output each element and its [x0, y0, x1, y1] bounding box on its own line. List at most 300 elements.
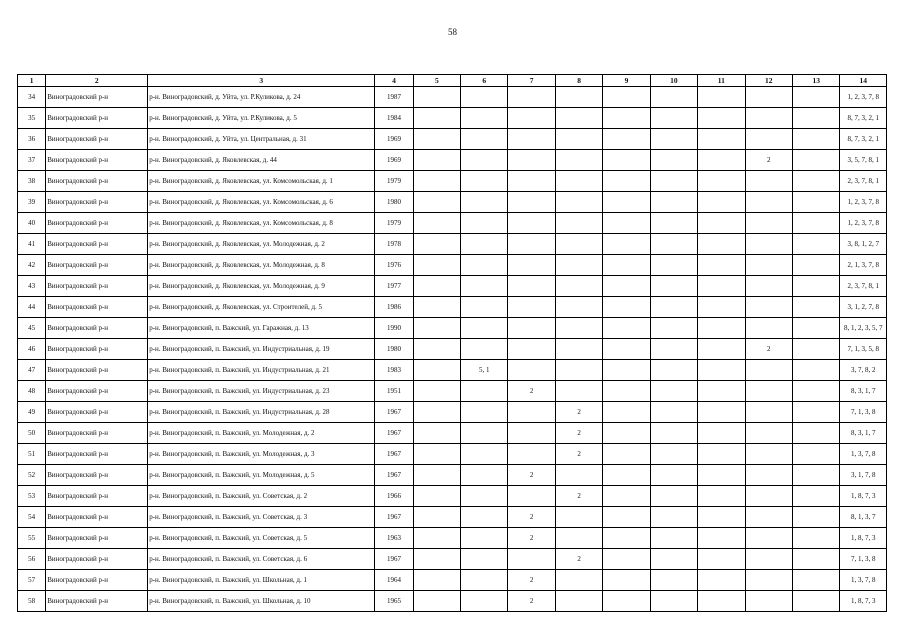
- column-11-cell: [698, 402, 745, 423]
- column-header: 14: [840, 75, 887, 87]
- column-7-cell: [508, 192, 555, 213]
- header-row: [18, 75, 887, 87]
- column-11-cell: [698, 339, 745, 360]
- column-12-cell: [745, 444, 792, 465]
- column-5-cell: [413, 234, 460, 255]
- column-11-cell: [698, 234, 745, 255]
- codes-cell: 8, 7, 3, 2, 1: [840, 129, 887, 150]
- column-13-cell: [792, 234, 839, 255]
- column-9-cell: [603, 381, 650, 402]
- codes-cell: 8, 1, 2, 3, 5, 7: [840, 318, 887, 339]
- address-cell: р-н. Виноградовский, д. Яковлевская, ул. Комсомольская, д. 1: [148, 171, 375, 192]
- column-12-cell: [745, 360, 792, 381]
- address-cell: р-н. Виноградовский, д. Яковлевская, ул. Строителей, д. 5: [148, 297, 375, 318]
- district-cell: Виноградовский р-н: [46, 528, 148, 549]
- column-12-cell: [745, 507, 792, 528]
- address-cell: р-н. Виноградовский, д. Яковлевская, ул. Молодежная, д. 2: [148, 234, 375, 255]
- column-9-cell: [603, 276, 650, 297]
- row-number-cell: 37: [18, 150, 46, 171]
- column-10-cell: [650, 234, 697, 255]
- year-cell: 1979: [375, 171, 413, 192]
- district-cell: Виноградовский р-н: [46, 549, 148, 570]
- codes-cell: 1, 3, 7, 8: [840, 444, 887, 465]
- column-7-cell: [508, 402, 555, 423]
- address-cell: р-н. Виноградовский, д. Яковлевская, ул. Молодежная, д. 9: [148, 276, 375, 297]
- column-11-cell: [698, 255, 745, 276]
- column-9-cell: [603, 360, 650, 381]
- column-10-cell: [650, 486, 697, 507]
- address-cell: р-н. Виноградовский, д. Уйта, ул. Р.Куликова, д. 5: [148, 108, 375, 129]
- column-9-cell: [603, 444, 650, 465]
- district-cell: Виноградовский р-н: [46, 465, 148, 486]
- column-header: 4: [375, 75, 413, 87]
- column-8-cell: [555, 234, 602, 255]
- year-cell: 1963: [375, 528, 413, 549]
- address-cell: р-н. Виноградовский, п. Важский, ул. Индустриальная, д. 28: [148, 402, 375, 423]
- address-cell: р-н. Виноградовский, д. Яковлевская, ул. Комсомольская, д. 6: [148, 192, 375, 213]
- column-8-cell: [555, 129, 602, 150]
- column-8-cell: 2: [555, 444, 602, 465]
- year-cell: 1969: [375, 150, 413, 171]
- address-cell: р-н. Виноградовский, п. Важский, ул. Индустриальная, д. 21: [148, 360, 375, 381]
- column-8-cell: [555, 213, 602, 234]
- column-5-cell: [413, 465, 460, 486]
- codes-cell: 1, 8, 7, 3: [840, 528, 887, 549]
- codes-cell: 3, 5, 7, 8, 1: [840, 150, 887, 171]
- address-cell: р-н. Виноградовский, п. Важский, ул. Индустриальная, д. 23: [148, 381, 375, 402]
- column-7-cell: [508, 87, 555, 108]
- column-7-cell: 2: [508, 528, 555, 549]
- column-11-cell: [698, 129, 745, 150]
- address-cell: р-н. Виноградовский, п. Важский, ул. Советская, д. 2: [148, 486, 375, 507]
- column-12-cell: [745, 381, 792, 402]
- column-13-cell: [792, 423, 839, 444]
- column-8-cell: [555, 528, 602, 549]
- column-6-cell: [461, 192, 508, 213]
- column-5-cell: [413, 528, 460, 549]
- address-cell: р-н. Виноградовский, п. Важский, ул. Молодежная, д. 5: [148, 465, 375, 486]
- column-9-cell: [603, 297, 650, 318]
- column-10-cell: [650, 339, 697, 360]
- column-13-cell: [792, 444, 839, 465]
- column-13-cell: [792, 381, 839, 402]
- table-row: [18, 234, 887, 255]
- year-cell: 1977: [375, 276, 413, 297]
- column-header: 1: [18, 75, 46, 87]
- column-header: 13: [792, 75, 839, 87]
- column-9-cell: [603, 108, 650, 129]
- column-header: 9: [603, 75, 650, 87]
- column-5-cell: [413, 171, 460, 192]
- address-cell: р-н. Виноградовский, п. Важский, ул. Молодежная, д. 3: [148, 444, 375, 465]
- column-header: 11: [698, 75, 745, 87]
- codes-cell: 1, 8, 7, 3: [840, 591, 887, 612]
- column-8-cell: [555, 108, 602, 129]
- column-6-cell: [461, 465, 508, 486]
- codes-cell: 1, 8, 7, 3: [840, 486, 887, 507]
- column-10-cell: [650, 297, 697, 318]
- column-7-cell: 2: [508, 381, 555, 402]
- column-11-cell: [698, 171, 745, 192]
- column-7-cell: [508, 171, 555, 192]
- column-5-cell: [413, 360, 460, 381]
- district-cell: Виноградовский р-н: [46, 507, 148, 528]
- column-7-cell: [508, 444, 555, 465]
- column-12-cell: 2: [745, 150, 792, 171]
- column-11-cell: [698, 444, 745, 465]
- row-number-cell: 48: [18, 381, 46, 402]
- column-12-cell: [745, 192, 792, 213]
- district-cell: Виноградовский р-н: [46, 570, 148, 591]
- column-7-cell: [508, 318, 555, 339]
- year-cell: 1967: [375, 423, 413, 444]
- column-7-cell: [508, 423, 555, 444]
- year-cell: 1983: [375, 360, 413, 381]
- row-number-cell: 57: [18, 570, 46, 591]
- column-8-cell: [555, 339, 602, 360]
- column-13-cell: [792, 486, 839, 507]
- row-number-cell: 55: [18, 528, 46, 549]
- row-number-cell: 50: [18, 423, 46, 444]
- row-number-cell: 36: [18, 129, 46, 150]
- address-cell: р-н. Виноградовский, п. Важский, ул. Советская, д. 5: [148, 528, 375, 549]
- column-9-cell: [603, 423, 650, 444]
- column-5-cell: [413, 486, 460, 507]
- column-7-cell: [508, 360, 555, 381]
- year-cell: 1979: [375, 213, 413, 234]
- table-row: [18, 486, 887, 507]
- table-row: [18, 423, 887, 444]
- column-10-cell: [650, 318, 697, 339]
- column-5-cell: [413, 192, 460, 213]
- row-number-cell: 41: [18, 234, 46, 255]
- address-cell: р-н. Виноградовский, д. Уйта, ул. Р.Куликова, д. 24: [148, 87, 375, 108]
- codes-cell: 1, 2, 3, 7, 8: [840, 192, 887, 213]
- column-6-cell: [461, 150, 508, 171]
- address-cell: р-н. Виноградовский, п. Важский, ул. Молодежная, д. 2: [148, 423, 375, 444]
- year-cell: 1967: [375, 402, 413, 423]
- codes-cell: 8, 7, 3, 2, 1: [840, 108, 887, 129]
- column-7-cell: [508, 276, 555, 297]
- column-8-cell: [555, 87, 602, 108]
- column-10-cell: [650, 150, 697, 171]
- column-6-cell: [461, 444, 508, 465]
- column-7-cell: [508, 255, 555, 276]
- column-5-cell: [413, 507, 460, 528]
- column-5-cell: [413, 276, 460, 297]
- column-9-cell: [603, 171, 650, 192]
- year-cell: 1967: [375, 465, 413, 486]
- year-cell: 1951: [375, 381, 413, 402]
- column-8-cell: [555, 255, 602, 276]
- column-9-cell: [603, 591, 650, 612]
- column-6-cell: [461, 507, 508, 528]
- address-cell: р-н. Виноградовский, п. Важский, ул. Советская, д. 3: [148, 507, 375, 528]
- column-10-cell: [650, 528, 697, 549]
- column-12-cell: [745, 465, 792, 486]
- column-12-cell: [745, 297, 792, 318]
- address-cell: р-н. Виноградовский, д. Яковлевская, д. 44: [148, 150, 375, 171]
- address-cell: р-н. Виноградовский, д. Уйта, ул. Центральная, д. 31: [148, 129, 375, 150]
- codes-cell: 2, 3, 7, 8, 1: [840, 276, 887, 297]
- year-cell: 1980: [375, 339, 413, 360]
- column-9-cell: [603, 129, 650, 150]
- column-8-cell: [555, 360, 602, 381]
- column-5-cell: [413, 87, 460, 108]
- column-10-cell: [650, 381, 697, 402]
- district-cell: Виноградовский р-н: [46, 171, 148, 192]
- codes-cell: 2, 3, 7, 8, 1: [840, 171, 887, 192]
- district-cell: Виноградовский р-н: [46, 234, 148, 255]
- row-number-cell: 51: [18, 444, 46, 465]
- table-row: [18, 591, 887, 612]
- table-row: [18, 549, 887, 570]
- address-cell: р-н. Виноградовский, п. Важский, ул. Школьная, д. 10: [148, 591, 375, 612]
- column-10-cell: [650, 360, 697, 381]
- year-cell: 1967: [375, 444, 413, 465]
- district-cell: Виноградовский р-н: [46, 444, 148, 465]
- column-7-cell: 2: [508, 570, 555, 591]
- column-13-cell: [792, 465, 839, 486]
- column-6-cell: [461, 381, 508, 402]
- year-cell: 1966: [375, 486, 413, 507]
- column-10-cell: [650, 276, 697, 297]
- column-10-cell: [650, 87, 697, 108]
- table-row: [18, 318, 887, 339]
- column-13-cell: [792, 171, 839, 192]
- column-13-cell: [792, 570, 839, 591]
- column-5-cell: [413, 549, 460, 570]
- column-10-cell: [650, 570, 697, 591]
- column-7-cell: 2: [508, 465, 555, 486]
- column-7-cell: [508, 213, 555, 234]
- column-7-cell: [508, 129, 555, 150]
- column-13-cell: [792, 276, 839, 297]
- district-cell: Виноградовский р-н: [46, 402, 148, 423]
- codes-cell: 3, 7, 8, 2: [840, 360, 887, 381]
- column-12-cell: [745, 549, 792, 570]
- table-row: [18, 402, 887, 423]
- column-7-cell: [508, 150, 555, 171]
- column-11-cell: [698, 108, 745, 129]
- column-10-cell: [650, 402, 697, 423]
- row-number-cell: 47: [18, 360, 46, 381]
- column-7-cell: 2: [508, 591, 555, 612]
- table-row: [18, 255, 887, 276]
- column-6-cell: [461, 591, 508, 612]
- column-6-cell: [461, 108, 508, 129]
- column-5-cell: [413, 108, 460, 129]
- district-cell: Виноградовский р-н: [46, 213, 148, 234]
- page-number: 58: [448, 27, 457, 37]
- column-5-cell: [413, 297, 460, 318]
- column-header: 7: [508, 75, 555, 87]
- column-header: 5: [413, 75, 460, 87]
- column-header: 3: [148, 75, 375, 87]
- table-row: [18, 129, 887, 150]
- column-12-cell: [745, 255, 792, 276]
- column-11-cell: [698, 591, 745, 612]
- column-8-cell: [555, 171, 602, 192]
- column-12-cell: [745, 108, 792, 129]
- table-row: [18, 87, 887, 108]
- district-cell: Виноградовский р-н: [46, 318, 148, 339]
- codes-cell: 1, 2, 3, 7, 8: [840, 213, 887, 234]
- column-9-cell: [603, 570, 650, 591]
- column-9-cell: [603, 192, 650, 213]
- column-7-cell: 2: [508, 507, 555, 528]
- column-11-cell: [698, 486, 745, 507]
- column-6-cell: [461, 87, 508, 108]
- column-8-cell: 2: [555, 486, 602, 507]
- codes-cell: 7, 1, 3, 8: [840, 549, 887, 570]
- column-9-cell: [603, 87, 650, 108]
- column-7-cell: [508, 297, 555, 318]
- address-cell: р-н. Виноградовский, д. Яковлевская, ул. Молодежная, д. 8: [148, 255, 375, 276]
- column-9-cell: [603, 213, 650, 234]
- column-11-cell: [698, 87, 745, 108]
- column-6-cell: [461, 318, 508, 339]
- column-8-cell: 2: [555, 423, 602, 444]
- column-5-cell: [413, 318, 460, 339]
- column-10-cell: [650, 255, 697, 276]
- column-9-cell: [603, 255, 650, 276]
- column-header: 10: [650, 75, 697, 87]
- column-12-cell: [745, 423, 792, 444]
- codes-cell: 2, 1, 3, 7, 8: [840, 255, 887, 276]
- column-13-cell: [792, 507, 839, 528]
- column-9-cell: [603, 507, 650, 528]
- column-12-cell: [745, 486, 792, 507]
- column-11-cell: [698, 381, 745, 402]
- column-9-cell: [603, 234, 650, 255]
- column-12-cell: [745, 402, 792, 423]
- column-13-cell: [792, 255, 839, 276]
- column-11-cell: [698, 213, 745, 234]
- district-cell: Виноградовский р-н: [46, 297, 148, 318]
- column-8-cell: [555, 192, 602, 213]
- column-5-cell: [413, 423, 460, 444]
- table-row: [18, 465, 887, 486]
- column-12-cell: 2: [745, 339, 792, 360]
- column-9-cell: [603, 339, 650, 360]
- column-13-cell: [792, 87, 839, 108]
- column-13-cell: [792, 339, 839, 360]
- address-cell: р-н. Виноградовский, п. Важский, ул. Школьная, д. 1: [148, 570, 375, 591]
- column-12-cell: [745, 87, 792, 108]
- column-11-cell: [698, 549, 745, 570]
- column-12-cell: [745, 318, 792, 339]
- column-8-cell: [555, 318, 602, 339]
- year-cell: 1964: [375, 570, 413, 591]
- column-9-cell: [603, 528, 650, 549]
- column-13-cell: [792, 528, 839, 549]
- column-9-cell: [603, 465, 650, 486]
- table-row: [18, 360, 887, 381]
- column-5-cell: [413, 255, 460, 276]
- table-row: [18, 507, 887, 528]
- column-6-cell: [461, 171, 508, 192]
- codes-cell: 3, 8, 1, 2, 7: [840, 234, 887, 255]
- column-6-cell: [461, 423, 508, 444]
- column-13-cell: [792, 318, 839, 339]
- column-9-cell: [603, 318, 650, 339]
- column-13-cell: [792, 129, 839, 150]
- column-12-cell: [745, 528, 792, 549]
- table-row: [18, 528, 887, 549]
- column-13-cell: [792, 402, 839, 423]
- row-number-cell: 44: [18, 297, 46, 318]
- table-row: [18, 213, 887, 234]
- column-5-cell: [413, 150, 460, 171]
- codes-cell: 8, 3, 1, 7: [840, 423, 887, 444]
- column-11-cell: [698, 192, 745, 213]
- column-10-cell: [650, 444, 697, 465]
- column-5-cell: [413, 381, 460, 402]
- column-11-cell: [698, 360, 745, 381]
- district-cell: Виноградовский р-н: [46, 423, 148, 444]
- column-8-cell: [555, 465, 602, 486]
- column-13-cell: [792, 192, 839, 213]
- column-header: 12: [745, 75, 792, 87]
- column-10-cell: [650, 192, 697, 213]
- column-8-cell: [555, 507, 602, 528]
- column-11-cell: [698, 423, 745, 444]
- column-10-cell: [650, 423, 697, 444]
- table-row: [18, 297, 887, 318]
- year-cell: 1965: [375, 591, 413, 612]
- column-11-cell: [698, 150, 745, 171]
- district-cell: Виноградовский р-н: [46, 381, 148, 402]
- column-7-cell: [508, 339, 555, 360]
- column-5-cell: [413, 339, 460, 360]
- column-6-cell: [461, 129, 508, 150]
- column-header: 8: [555, 75, 602, 87]
- column-5-cell: [413, 402, 460, 423]
- district-cell: Виноградовский р-н: [46, 255, 148, 276]
- row-number-cell: 35: [18, 108, 46, 129]
- column-7-cell: [508, 486, 555, 507]
- year-cell: 1987: [375, 87, 413, 108]
- column-header: 6: [461, 75, 508, 87]
- column-10-cell: [650, 549, 697, 570]
- column-11-cell: [698, 528, 745, 549]
- column-13-cell: [792, 297, 839, 318]
- codes-cell: 7, 1, 3, 5, 8: [840, 339, 887, 360]
- column-12-cell: [745, 276, 792, 297]
- column-10-cell: [650, 108, 697, 129]
- column-7-cell: [508, 234, 555, 255]
- codes-cell: 8, 1, 3, 7: [840, 507, 887, 528]
- row-number-cell: 54: [18, 507, 46, 528]
- column-9-cell: [603, 549, 650, 570]
- district-cell: Виноградовский р-н: [46, 339, 148, 360]
- column-13-cell: [792, 549, 839, 570]
- column-11-cell: [698, 297, 745, 318]
- table-row: [18, 108, 887, 129]
- district-cell: Виноградовский р-н: [46, 150, 148, 171]
- row-number-cell: 39: [18, 192, 46, 213]
- address-cell: р-н. Виноградовский, п. Важский, ул. Индустриальная, д. 19: [148, 339, 375, 360]
- row-number-cell: 56: [18, 549, 46, 570]
- year-cell: 1967: [375, 507, 413, 528]
- table-row: [18, 381, 887, 402]
- address-cell: р-н. Виноградовский, д. Яковлевская, ул. Комсомольская, д. 8: [148, 213, 375, 234]
- table-row: [18, 339, 887, 360]
- row-number-cell: 46: [18, 339, 46, 360]
- table-body: [18, 87, 887, 612]
- column-12-cell: [745, 171, 792, 192]
